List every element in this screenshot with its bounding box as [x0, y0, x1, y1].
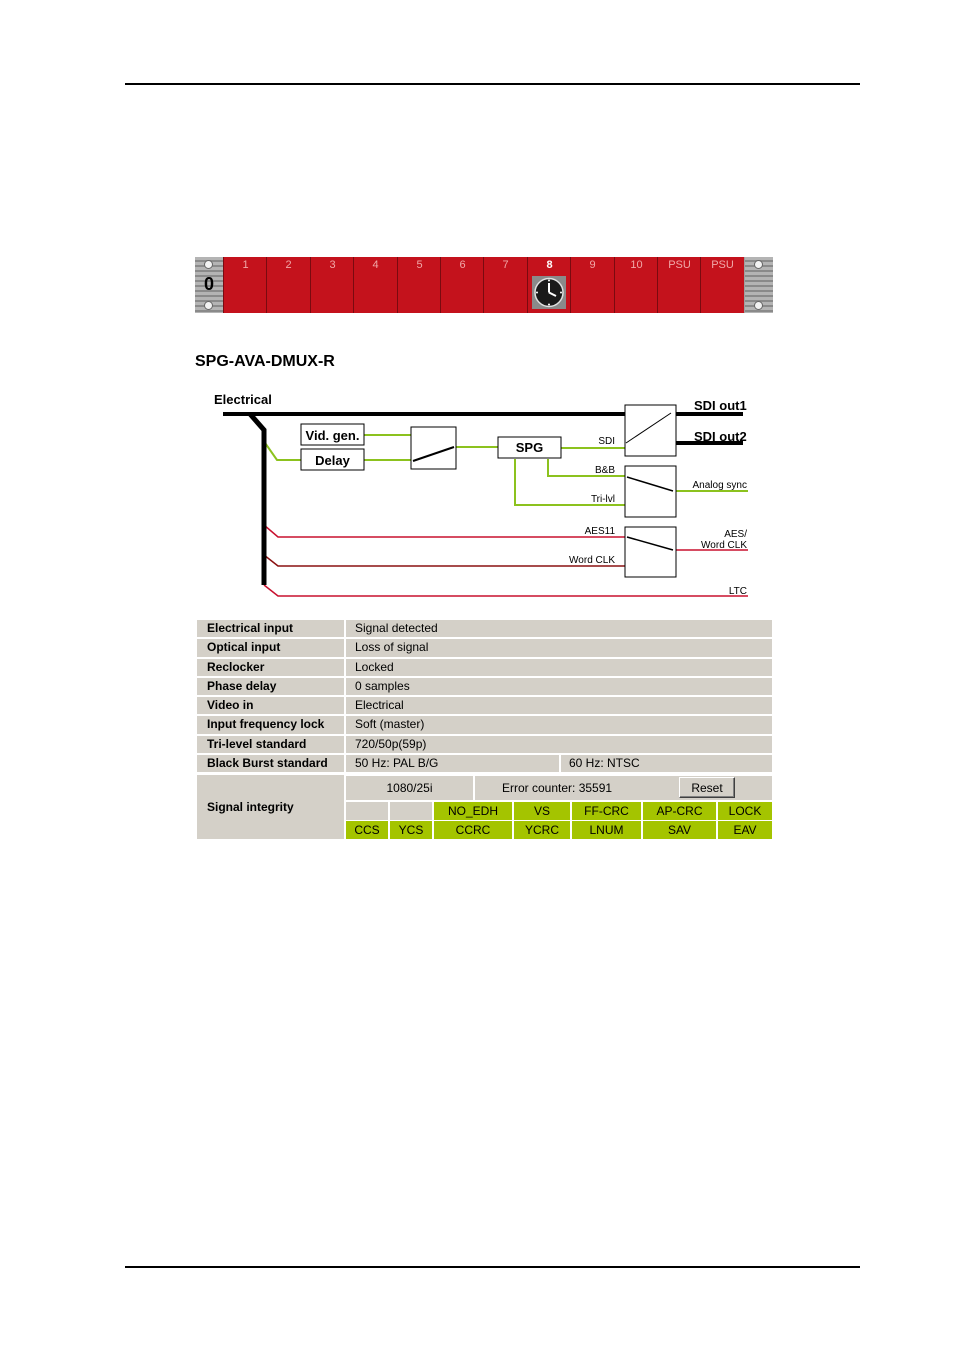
- aes-switch: [625, 527, 676, 577]
- error-counter: Error counter: 35591: [475, 776, 772, 800]
- product-title: SPG-AVA-DMUX-R: [195, 353, 335, 370]
- input-switch: [411, 427, 456, 469]
- reset-button[interactable]: Reset: [679, 777, 735, 798]
- row-value: Loss of signal: [346, 639, 772, 656]
- slot-label: 7: [502, 259, 509, 271]
- header-rule: [125, 83, 860, 85]
- frame-slot[interactable]: [483, 257, 527, 313]
- signal-integrity-label: Signal integrity: [197, 775, 344, 839]
- vid-gen-block: [301, 424, 364, 445]
- analog-sync-switch: [625, 466, 676, 517]
- slot-label: 6: [459, 259, 466, 271]
- status-row: [196, 638, 773, 657]
- row-value: Electrical: [346, 697, 772, 714]
- row-value: 720/50p(59p): [346, 736, 772, 753]
- sdi-output-switch: [625, 405, 676, 456]
- row-value: Locked: [346, 659, 772, 676]
- integrity-flag: CCRC: [434, 821, 512, 839]
- slot-label: 4: [372, 259, 379, 271]
- spg-block: [498, 437, 561, 458]
- row-label: Black Burst standard: [197, 755, 344, 772]
- frame-number: 0: [203, 274, 214, 294]
- output-ltc: LTC: [728, 586, 747, 597]
- integrity-flag: YCS: [390, 821, 432, 839]
- integrity-flag: FF-CRC: [572, 802, 641, 820]
- wordclk-input-label: Word CLK: [569, 555, 615, 566]
- frame-slot[interactable]: [310, 257, 354, 313]
- trilvl-label: Tri-lvl: [590, 494, 615, 505]
- row-value: 0 samples: [346, 678, 772, 695]
- integrity-flag: [390, 802, 432, 820]
- row-label: Video in: [197, 697, 344, 714]
- status-row: [196, 677, 773, 696]
- status-row: [196, 658, 773, 677]
- row-label: Reclocker: [197, 659, 344, 676]
- row-label: Electrical input: [197, 620, 344, 637]
- integrity-flag: CCS: [346, 821, 388, 839]
- integrity-flag: VS: [514, 802, 570, 820]
- output-aes: AES/: [724, 529, 747, 540]
- aes11-label: AES11: [584, 526, 615, 537]
- integrity-flag: NO_EDH: [434, 802, 512, 820]
- rack-ear-right: [745, 257, 773, 313]
- integrity-flag: SAV: [643, 821, 716, 839]
- bb-60hz-value: 60 Hz: NTSC: [561, 755, 772, 772]
- slot-label: PSU: [668, 259, 691, 271]
- slot-label: 1: [242, 259, 249, 271]
- sdi-label: SDI: [598, 436, 615, 447]
- status-row: [196, 619, 773, 638]
- screw-icon: [204, 301, 213, 310]
- format-value: 1080/25i: [346, 776, 473, 800]
- status-row: [196, 696, 773, 715]
- frame-slot[interactable]: [440, 257, 484, 313]
- slot-label: 9: [589, 259, 596, 271]
- signal-flow-diagram: [205, 385, 753, 605]
- bb-standard-row: [196, 754, 773, 773]
- output-analog-sync: Analog sync: [692, 480, 747, 491]
- row-value: Soft (master): [346, 716, 772, 733]
- frame-slot[interactable]: [700, 257, 744, 313]
- integrity-flag: AP-CRC: [643, 802, 716, 820]
- status-table: [196, 619, 773, 773]
- rack-ear-left: [195, 257, 223, 313]
- row-label: Phase delay: [197, 678, 344, 695]
- row-label: Tri-level standard: [197, 736, 344, 753]
- bb-label: B&B: [594, 465, 615, 476]
- output-wordclk: Word CLK: [701, 540, 747, 551]
- integrity-flag: LNUM: [572, 821, 641, 839]
- integrity-flag: LOCK: [718, 802, 772, 820]
- row-label: Optical input: [197, 639, 344, 656]
- frame-slot[interactable]: [397, 257, 441, 313]
- frame-slot[interactable]: [527, 257, 571, 313]
- frame-slot[interactable]: [223, 257, 267, 313]
- status-row: [196, 735, 773, 754]
- footer-rule: [125, 1266, 860, 1268]
- frame-slot[interactable]: [353, 257, 397, 313]
- integrity-flag: EAV: [718, 821, 772, 839]
- integrity-flag: YCRC: [514, 821, 570, 839]
- status-row: [196, 715, 773, 734]
- bb-50hz-value: 50 Hz: PAL B/G: [346, 755, 559, 772]
- frame-slot[interactable]: [657, 257, 701, 313]
- delay-label: Delay: [315, 453, 350, 468]
- vid-gen-label: Vid. gen.: [305, 428, 360, 443]
- screw-icon: [754, 260, 763, 269]
- slot-label: 10: [630, 259, 643, 271]
- input-label: Electrical: [214, 392, 272, 407]
- row-value: Signal detected: [346, 620, 772, 637]
- clock-icon: [532, 276, 566, 309]
- frame-slot[interactable]: [614, 257, 658, 313]
- slot-label: 2: [285, 259, 292, 271]
- frame-rack: [195, 257, 773, 313]
- frame-slot[interactable]: [266, 257, 310, 313]
- row-label: Input frequency lock: [197, 716, 344, 733]
- output-sdi2: SDI out2: [694, 429, 747, 444]
- slot-label: PSU: [711, 259, 734, 271]
- integrity-flag: [346, 802, 388, 820]
- slot-label: 5: [416, 259, 423, 271]
- screw-icon: [754, 301, 763, 310]
- slot-label: 3: [329, 259, 336, 271]
- delay-block: [301, 449, 364, 470]
- output-sdi1: SDI out1: [694, 398, 747, 413]
- spg-label: SPG: [515, 440, 544, 455]
- frame-slot[interactable]: [570, 257, 614, 313]
- slot-label: 8: [546, 259, 553, 271]
- screw-icon: [204, 260, 213, 269]
